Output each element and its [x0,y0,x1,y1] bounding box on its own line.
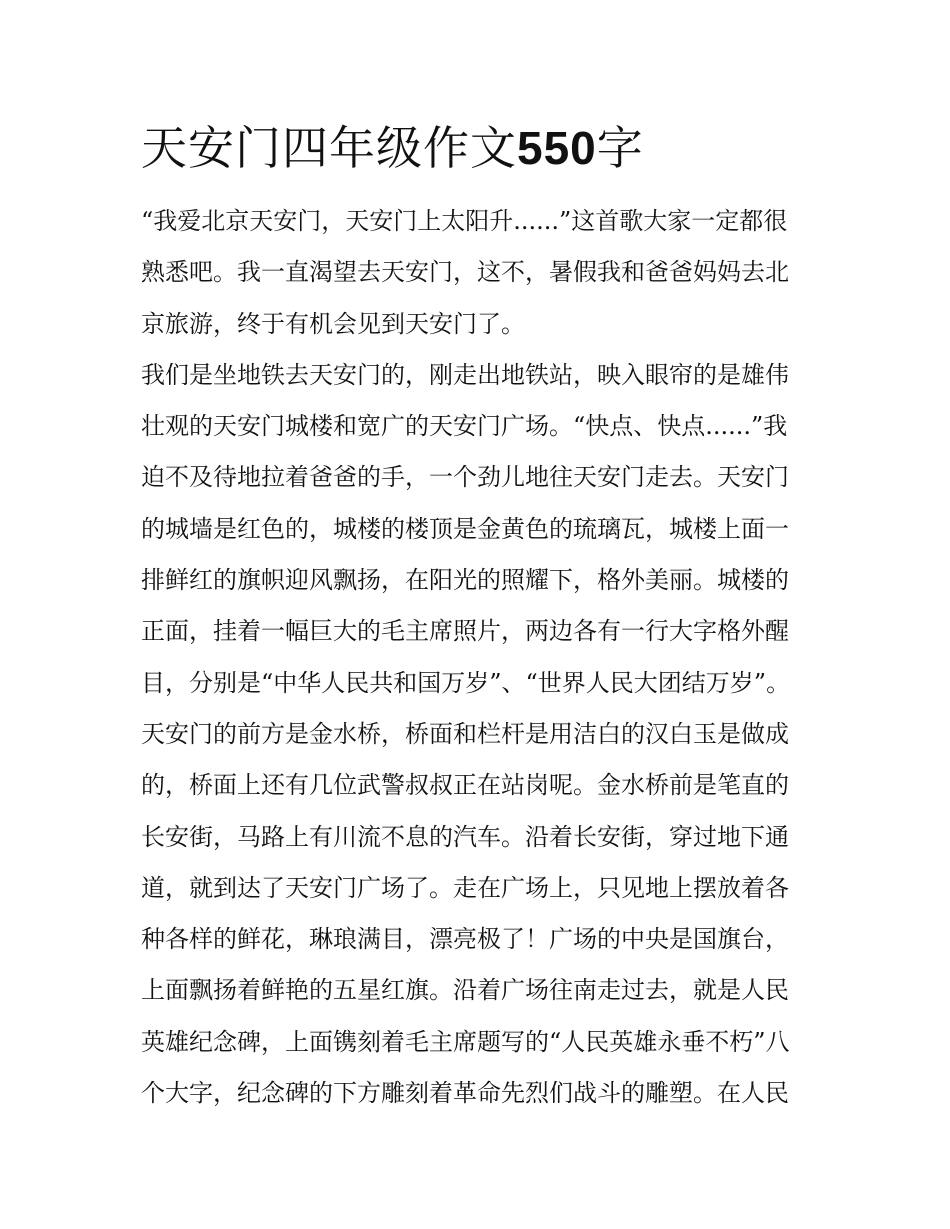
essay-body [141,196,821,1119]
text-line: 种各样的鲜花，琳琅满目，漂亮极了！广场的中央是国旗台， [141,925,789,954]
text-line: 迫不及待地拉着爸爸的手，一个劲儿地往天安门走去。天安门 [141,463,789,492]
text-line: 正面，挂着一幅巨大的毛主席照片，两边各有一行大字格外醒 [141,617,789,646]
text-line: 英雄纪念碑，上面镌刻着毛主席题写的“人民英雄永垂不朽”八 [141,1027,790,1056]
text-line: 的，桥面上还有几位武警叔叔正在站岗呢。金水桥前是笔直的 [141,771,789,800]
document-title [141,118,644,178]
text-line: 道，就到达了天安门广场了。走在广场上，只见地上摆放着各 [141,873,789,902]
text-line: 排鲜红的旗帜迎风飘扬，在阳光的照耀下，格外美丽。城楼的 [141,566,789,595]
title-main-text: 天安门四年级作文 [141,121,517,175]
text-line: 熟悉吧。我一直渴望去天安门，这不，暑假我和爸爸妈妈去北 [141,258,789,287]
text-line: 京旅游，终于有机会见到天安门了。 [141,309,525,338]
title-suffix-text: 字 [596,121,644,175]
text-line: “我爱北京天安门，天安门上太阳升......”这首歌大家一定都很 [141,207,788,235]
text-line: 个大字，纪念碑的下方雕刻着革命先烈们战斗的雕塑。在人民 [141,1079,789,1108]
text-line: 长安街，马路上有川流不息的汽车。沿着长安街，穿过地下通 [141,822,789,851]
text-line: 壮观的天安门城楼和宽广的天安门广场。“快点、快点......”我 [141,412,788,441]
title-number: 550 [517,122,597,174]
text-line: 的城墙是红色的，城楼的楼顶是金黄色的琉璃瓦，城楼上面一 [141,514,789,543]
text-line: 目，分别是“中华人民共和国万岁”、“世界人民大团结万岁”。 [141,668,791,697]
text-line: 天安门的前方是金水桥，桥面和栏杆是用洁白的汉白玉是做成 [141,719,789,748]
text-line: 上面飘扬着鲜艳的五星红旗。沿着广场往南走过去，就是人民 [141,976,789,1005]
text-line: 我们是坐地铁去天安门的，刚走出地铁站，映入眼帘的是雄伟 [141,360,789,389]
